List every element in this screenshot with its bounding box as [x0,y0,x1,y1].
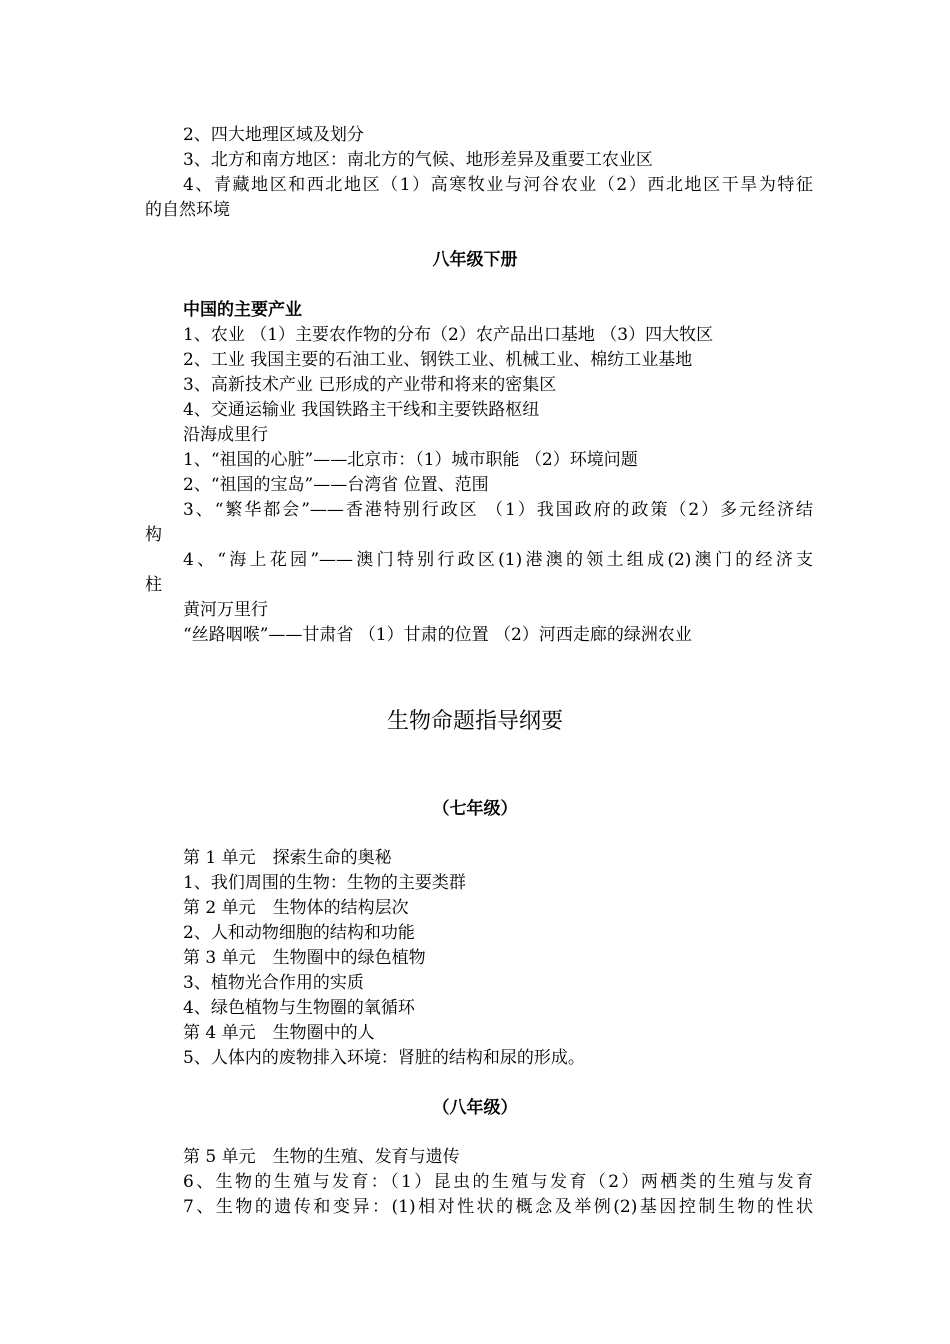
grade7-line: 第 2 单元 生物体的结构层次 [183,898,409,918]
coastal-item: 1、“祖国的心脏”——北京市：（1）城市职能 （2）环境问题 [183,450,638,470]
grade7-line: 4、绿色植物与生物圈的氧循环 [183,998,415,1018]
geo-item-3: 3、北方和南方地区：南北方的气候、地形差异及重要工农业区 [183,150,653,170]
grade7-line: 第 4 单元 生物圈中的人 [183,1023,375,1043]
grade8-line: 第 5 单元 生物的生殖、发育与遗传 [183,1147,460,1167]
grade7-heading: （七年级） [432,799,518,819]
industry-title: 中国的主要产业 [183,300,302,320]
grade7-line: 第 3 单元 生物圈中的绿色植物 [183,948,426,968]
industry-item: 3、高新技术产业 已形成的产业带和将来的密集区 [183,375,557,395]
coastal-item-continued: 构 [145,525,162,545]
yellow-river-title: 黄河万里行 [183,600,268,620]
grade7-line: 5、人体内的废物排入环境：肾脏的结构和尿的形成。 [183,1048,585,1068]
grade7-line: 2、人和动物细胞的结构和功能 [183,923,415,943]
industry-item: 1、农业 （1）主要农作物的分布（2）农产品出口基地 （3）四大牧区 [183,325,714,345]
geo-item-2: 2、四大地理区域及划分 [183,125,364,145]
coastal-item: 3、“繁华都会”——香港特别行政区 （1）我国政府的政策（2）多元经济结 [183,500,813,520]
grade8-heading: （八年级） [432,1098,518,1118]
industry-item: 4、交通运输业 我国铁路主干线和主要铁路枢纽 [183,400,540,420]
grade7-line: 1、我们周围的生物：生物的主要类群 [183,873,466,893]
coastal-item-continued: 柱 [145,575,162,595]
geo-item-4-continued: 的自然环境 [145,200,230,220]
coastal-title: 沿海成里行 [183,425,268,445]
yellow-river-item: “丝路咽喉”——甘肃省 （1）甘肃的位置 （2）河西走廊的绿洲农业 [183,625,692,645]
coastal-item: 2、“祖国的宝岛”——台湾省 位置、范围 [183,475,489,495]
grade7-line: 3、植物光合作用的实质 [183,973,364,993]
grade7-line: 第 1 单元 探索生命的奥秘 [183,848,392,868]
grade8-line: 6、生物的生殖与发育：（1）昆虫的生殖与发育（2）两栖类的生殖与发育 [183,1172,813,1192]
grade8-line: 7、生物的遗传和变异：(1)相对性状的概念及举例(2)基因控制生物的性状 [183,1197,813,1217]
industry-item: 2、工业 我国主要的石油工业、钢铁工业、机械工业、棉纺工业基地 [183,350,693,370]
grade8-lower-heading: 八年级下册 [432,250,518,270]
geo-item-4: 4、青藏地区和西北地区（1）高寒牧业与河谷农业（2）西北地区干旱为特征 [183,175,813,195]
coastal-item: 4、“海上花园”——澳门特别行政区(1)港澳的领土组成(2)澳门的经济支 [183,550,813,570]
biology-title: 生物命题指导纲要 [386,709,563,734]
